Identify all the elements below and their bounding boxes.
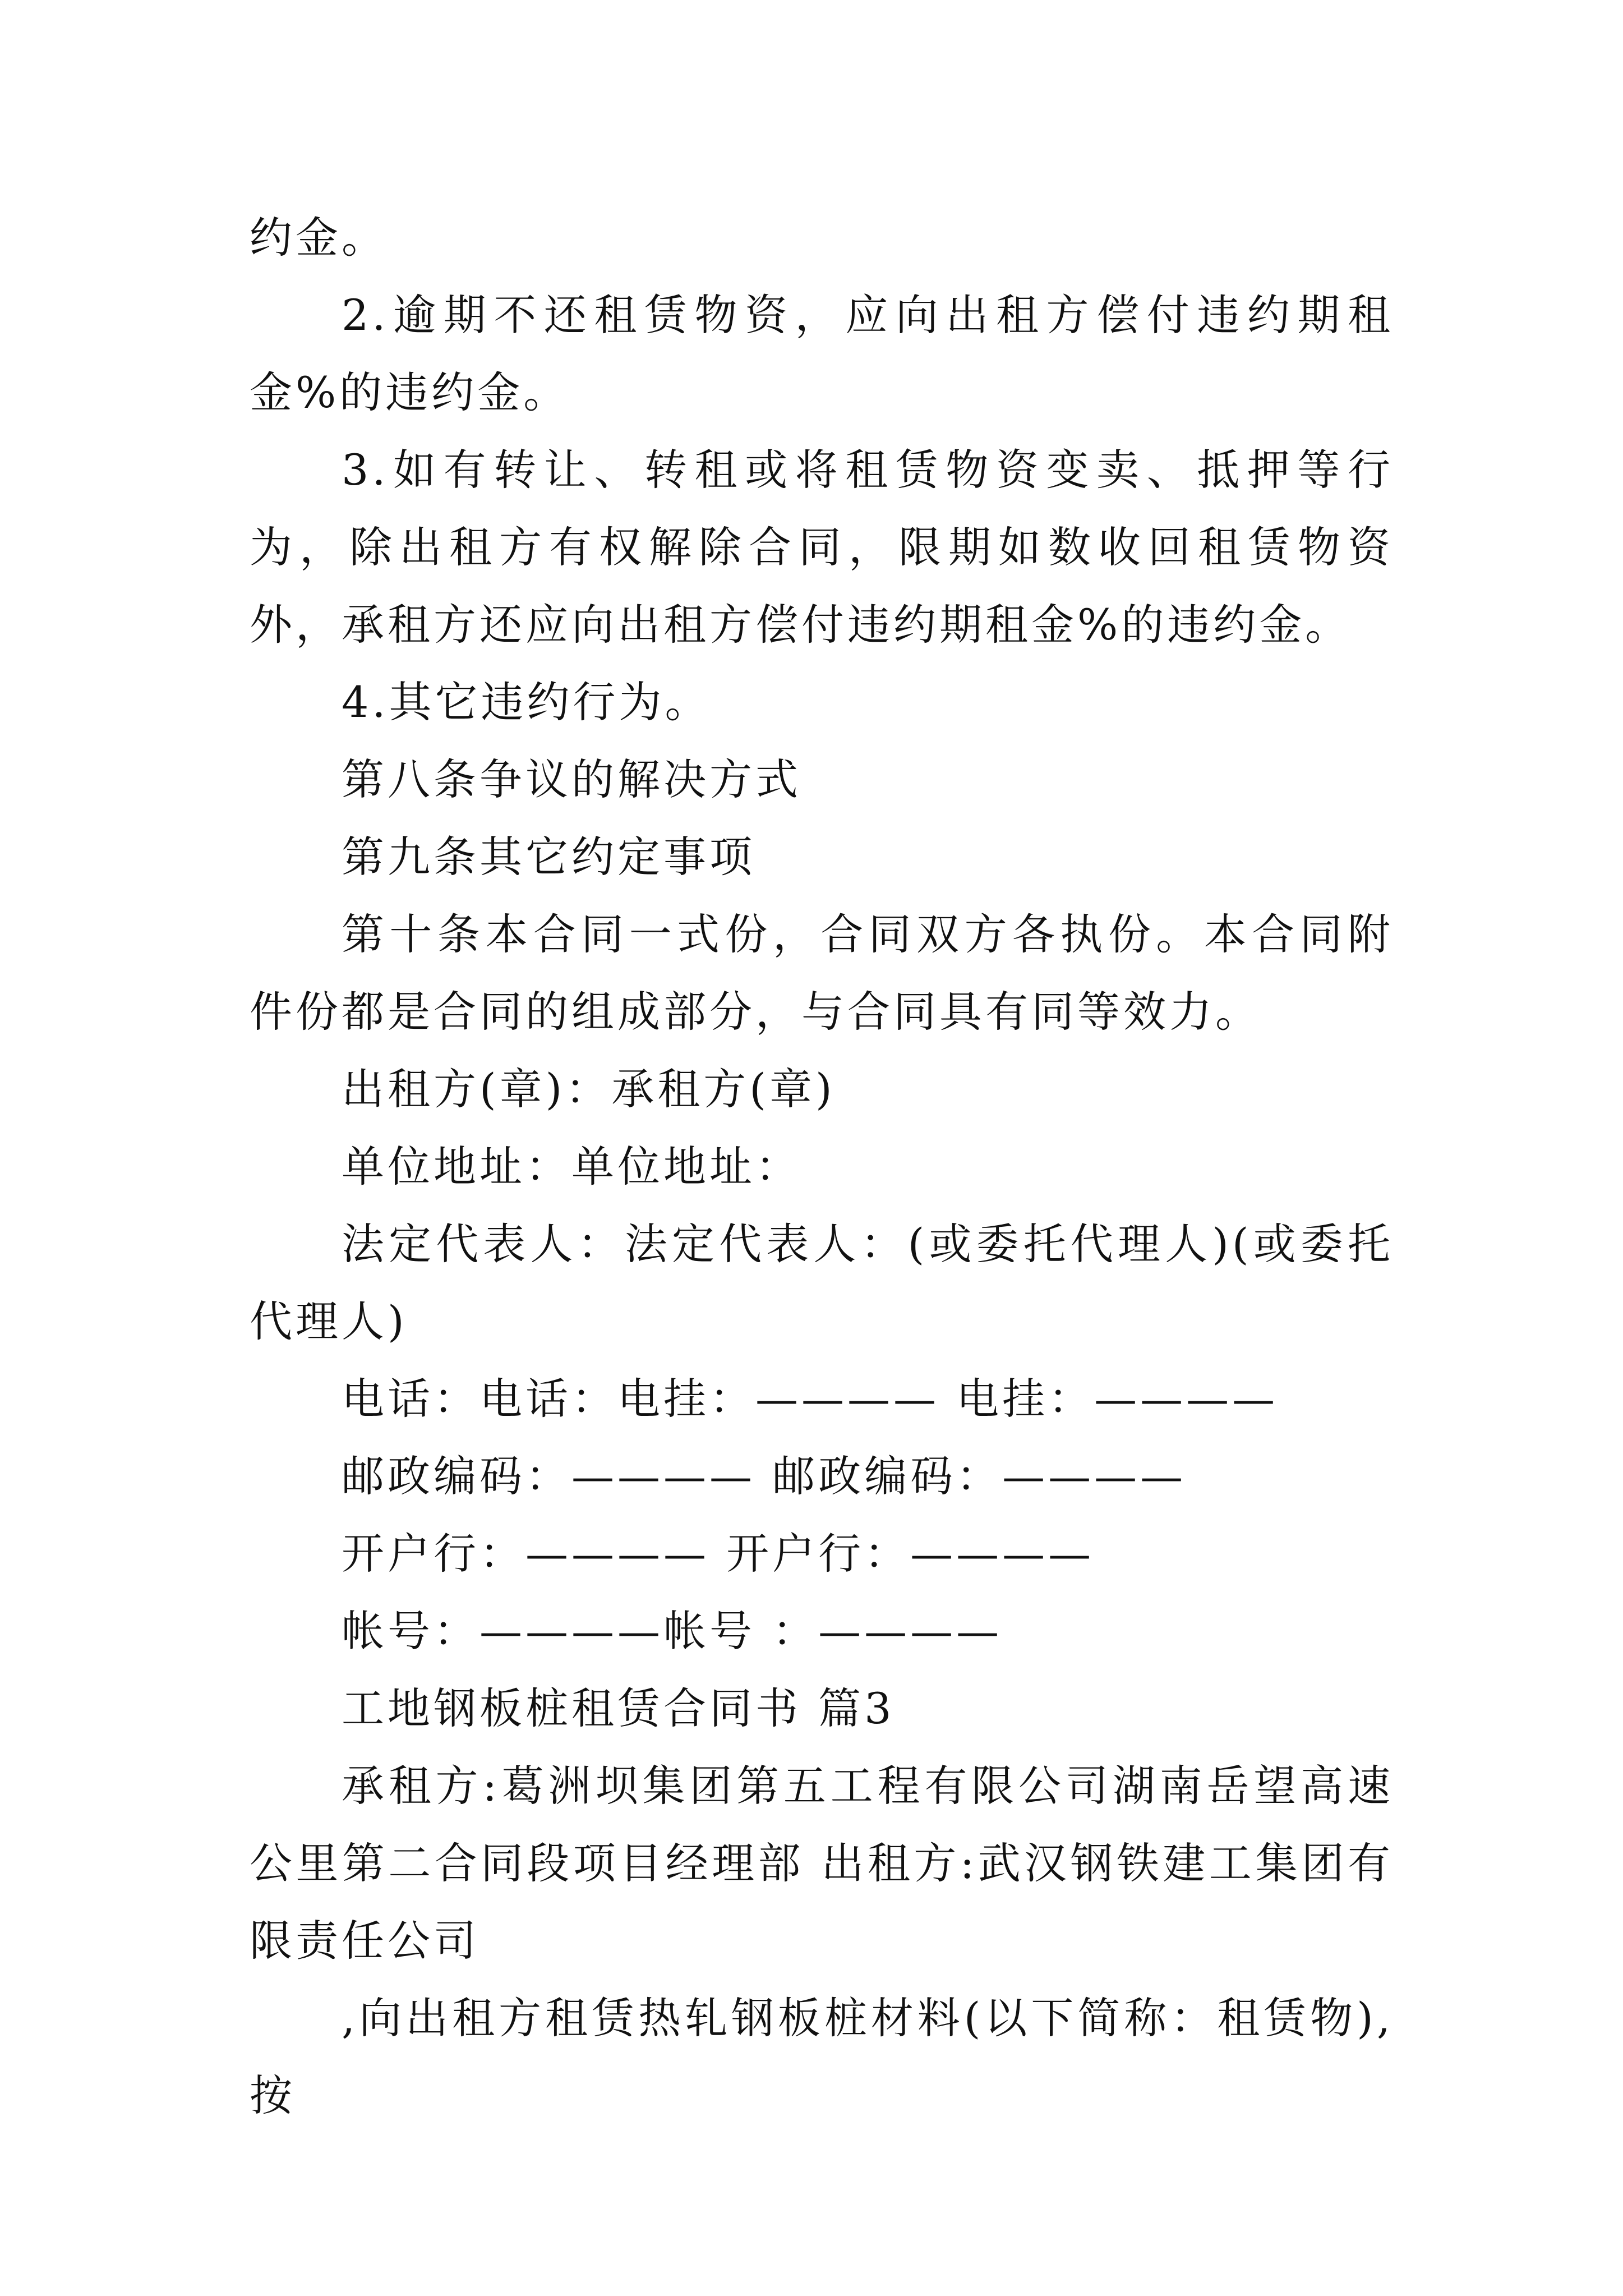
- address-line: 单位地址：单位地址：: [342, 1142, 801, 1191]
- article-9-heading: 第九条其它约定事项: [342, 832, 755, 882]
- paragraph-clause-4: 4.其它违约行为。: [342, 677, 711, 727]
- contract-3-title: 工地钢板桩租赁合同书 篇3: [342, 1683, 895, 1733]
- signature-parties-line: 出租方(章)：承租方(章): [342, 1064, 836, 1114]
- document-page: [250, 199, 1394, 2134]
- paragraph-clause-3: 3.如有转让、转租或将租赁物资变卖、抵押等行为，除出租方有权解除合同，限期如数收回租赁物资外，承租方还应向出租方偿付违约期租金%的违约金。: [250, 445, 1394, 650]
- article-8-heading: 第八条争议的解决方式: [342, 754, 801, 804]
- account-line: 帐号：————帐号 ：————: [342, 1606, 1003, 1656]
- phone-line: 电话：电话：电挂：———— 电挂：————: [342, 1374, 1279, 1424]
- lease-intro-paragraph: ,向出租方租赁热轧钢板桩材料(以下简称：租赁物),按: [250, 1993, 1394, 2120]
- bank-line: 开户行：———— 开户行：————: [342, 1529, 1095, 1579]
- paragraph-clause-2: 2.逾期不还租赁物资，应向出租方偿付违约期租金%的违约金。: [250, 290, 1394, 417]
- legal-representative-line: 法定代表人：法定代表人：(或委托代理人)(或委托代理人): [250, 1219, 1394, 1346]
- parties-paragraph: 承租方:葛洲坝集团第五工程有限公司湖南岳望高速公里第二合同段项目经理部 出租方:武汉钢铁建工集团有限责任公司: [250, 1761, 1394, 1966]
- article-10-paragraph: 第十条本合同一式份，合同双方各执份。本合同附件份都是合同的组成部分，与合同具有同等效力。: [250, 909, 1394, 1037]
- paragraph-penalty-tail: 约金。: [250, 213, 388, 263]
- postal-code-line: 邮政编码：———— 邮政编码：————: [342, 1451, 1187, 1501]
